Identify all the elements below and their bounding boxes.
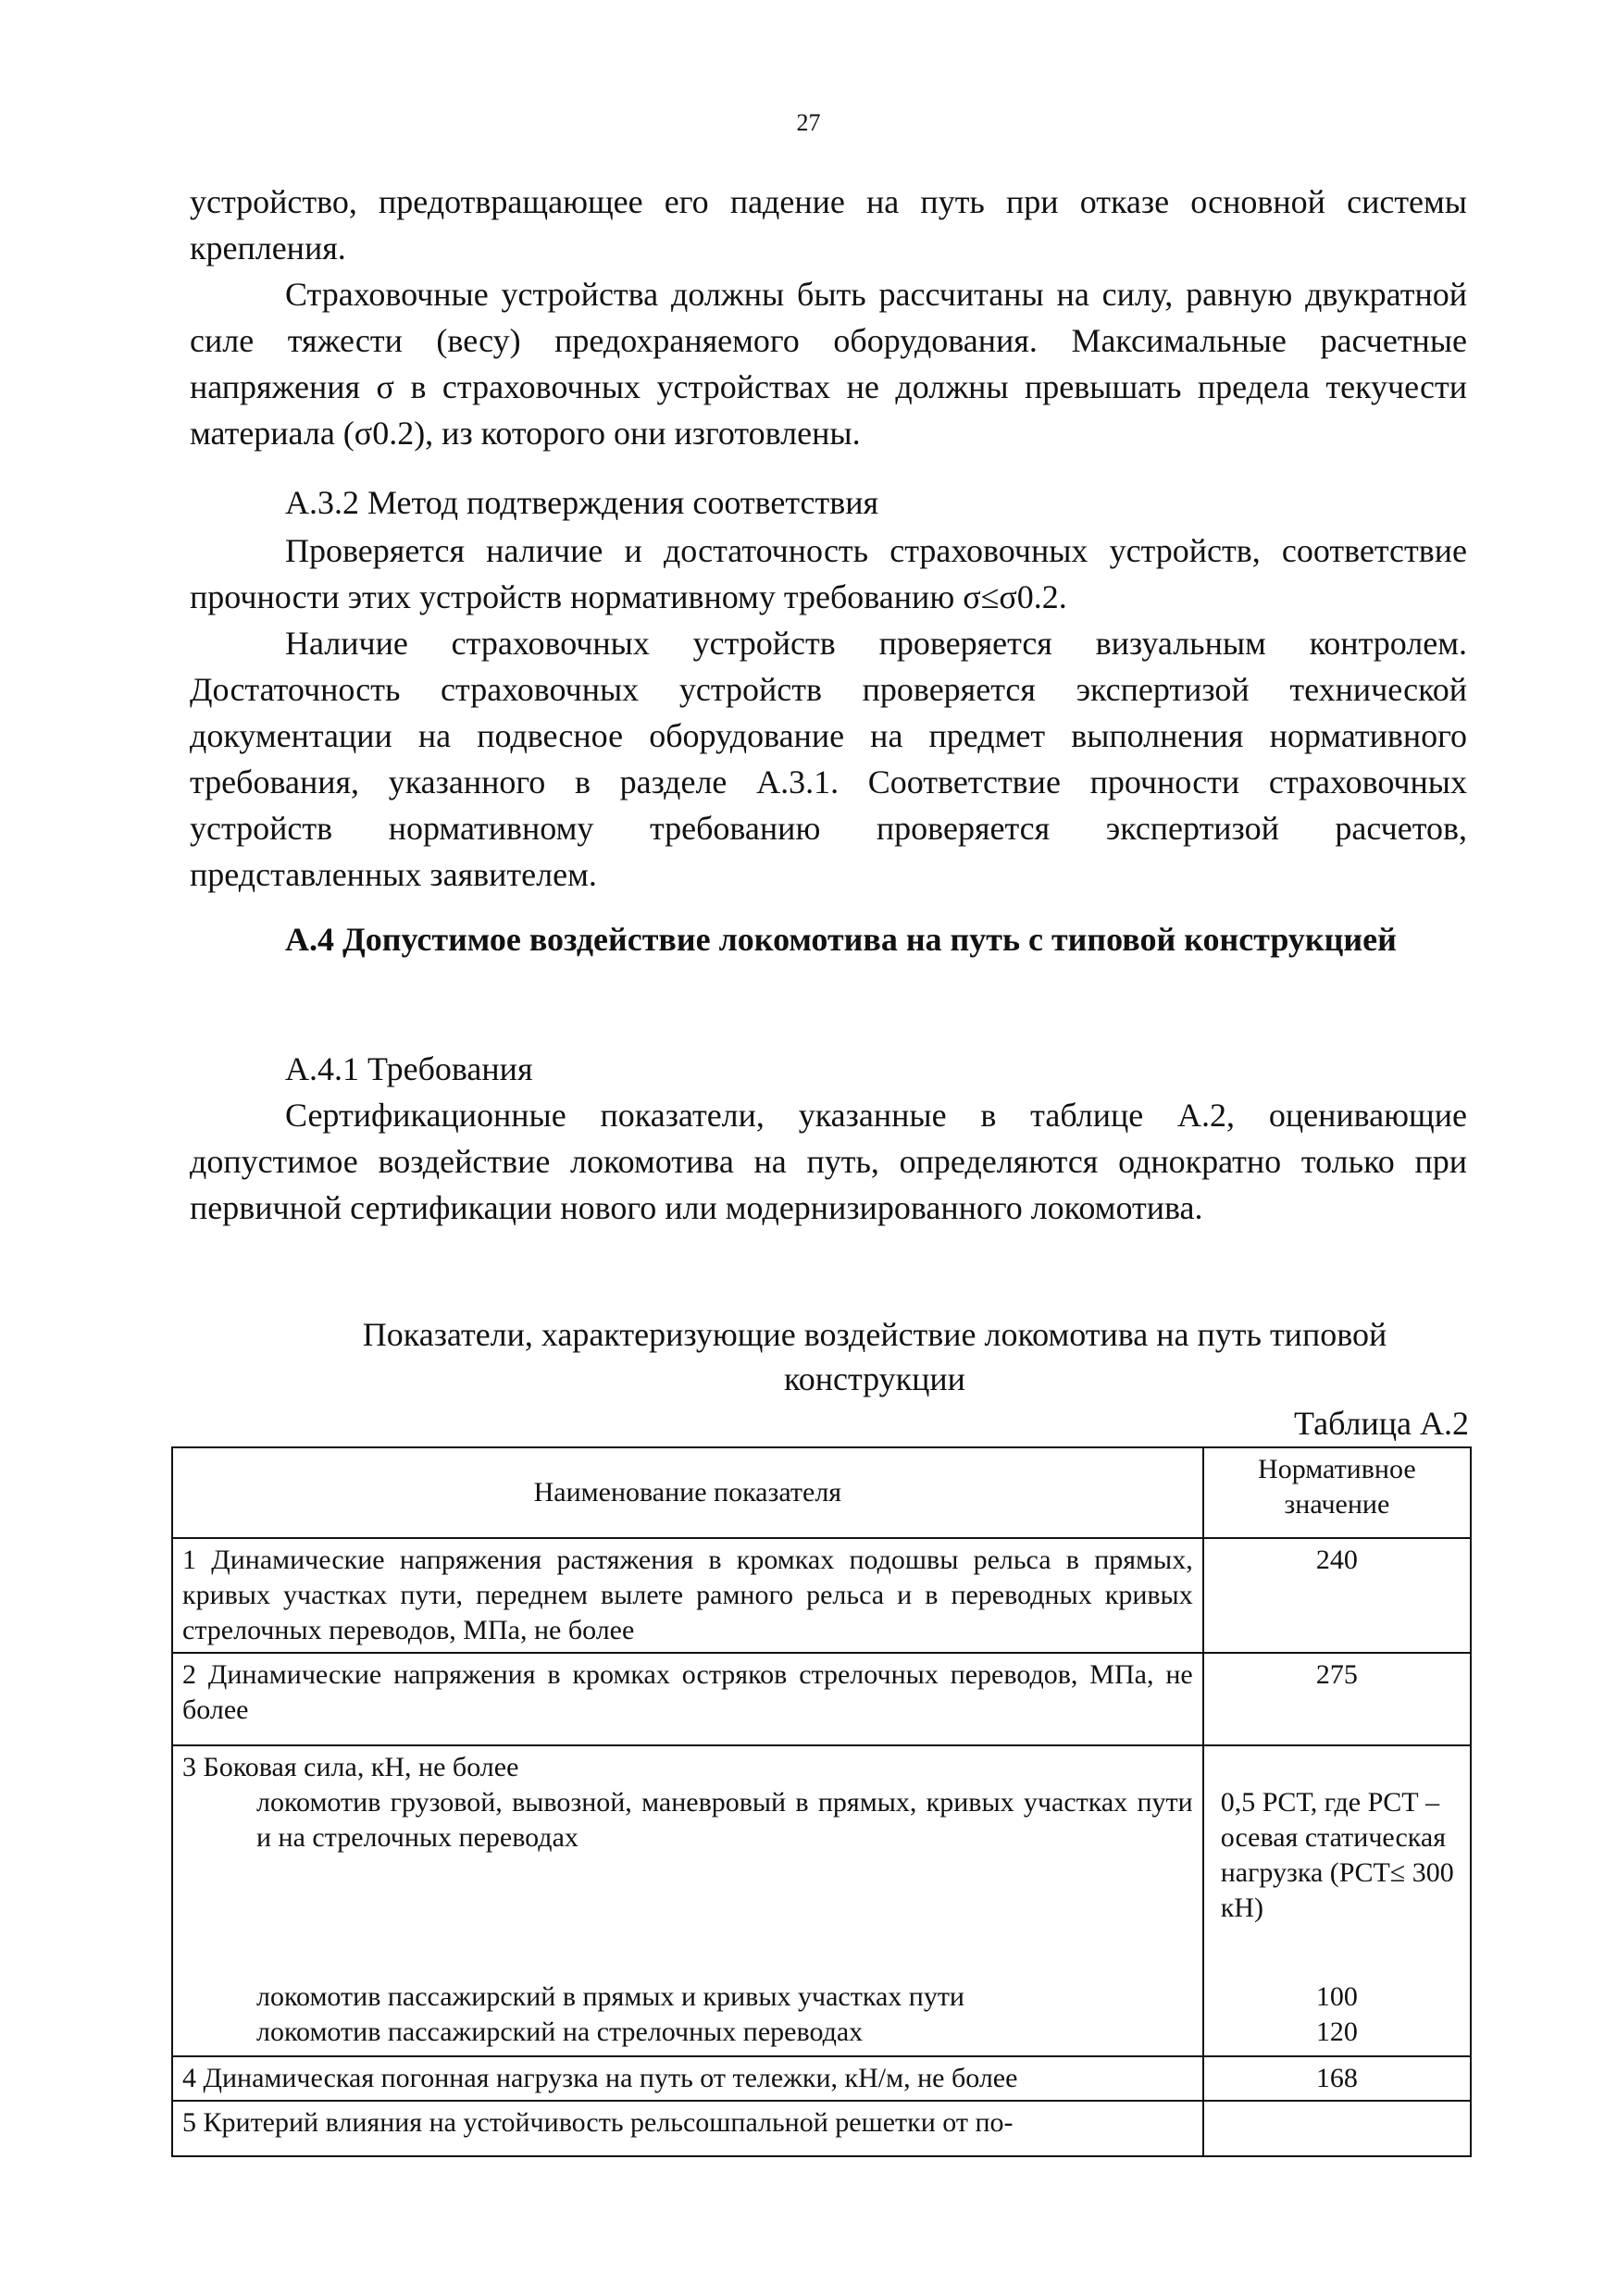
row1-value: 240 xyxy=(1203,1538,1471,1653)
row3-name-cell xyxy=(172,1745,1203,2056)
table-row xyxy=(172,1653,1471,1745)
row3-value-cell xyxy=(1203,1745,1471,2056)
table-row xyxy=(172,1745,1471,2056)
paragraph-check-strength: Проверяется наличие и достаточность страховочных устройств, соответствие прочности этих устройств нормативному требованию σ≤σ0.2. xyxy=(190,532,1467,615)
paragraph-safety-devices: Страховочные устройства должны быть рассчитаны на силу, равную двукратной силе тяжести (весу) предохраняемого оборудования. Максимальные расчетные напряжения σ в страховочных устройствах не должны превышать предела текучести материала (σ0.2), из которого они изготовлены. xyxy=(190,276,1467,452)
row3-sub3: локомотив пассажирский на стрелочных переводах xyxy=(256,2017,864,2047)
row3-sub2: локомотив пассажирский в прямых и кривых участках пути xyxy=(256,1981,964,2012)
page-number: 27 xyxy=(796,109,821,136)
table-header-row xyxy=(172,1447,1471,1538)
paragraph-continuation: устройство, предотвращающее его падение на путь при отказе основной системы крепления. xyxy=(190,183,1467,267)
table-row xyxy=(172,2056,1471,2101)
row2-value: 275 xyxy=(1203,1653,1471,1745)
table-label: Таблица А.2 xyxy=(1294,1405,1469,1442)
row2-name: 2 Динамические напряжения в кромках остряков стрелочных переводов, МПа, не более xyxy=(172,1653,1203,1745)
table-row xyxy=(172,1538,1471,1653)
row3-sub3-value: 120 xyxy=(1315,2017,1358,2047)
header-name: Наименование показателя xyxy=(172,1447,1203,1538)
row3-name: 3 Боковая сила, кН, не более xyxy=(182,1752,519,1782)
table-caption: Показатели, характеризующие воздействие локомотива на путь типовой конструкции xyxy=(362,1316,1387,1397)
row4-name: 4 Динамическая погонная нагрузка на путь от тележки, кН/м, не более xyxy=(172,2056,1203,2101)
paragraph-visual-control: Наличие страховочных устройств проверяется визуальным контролем. Достаточность страховочных устройств проверяется экспертизой технической документации на подвесное оборудование на предмет выполнения нормативного требования, указанного в разделе А.3.1. Соответствие прочности страховочных устройств нормативному требованию проверяется экспертизой расчетов, представленных заявителем. xyxy=(190,625,1467,893)
row1-name: 1 Динамические напряжения растяжения в кромках подошвы рельса в прямых, кривых участках пути, переднем вылете рамного рельса и в переводных кривых стрелочных переводов, МПа, не более xyxy=(172,1538,1203,1653)
paragraph-certification-indicators: Сертификационные показатели, указанные в таблице А.2, оценивающие допустимое воздействие локомотива на путь, определяются однократно только при первичной сертификации нового или модернизированного локомотива. xyxy=(190,1097,1467,1226)
row3-sub2-value: 100 xyxy=(1315,1981,1358,2012)
row5-value xyxy=(1203,2101,1471,2156)
row3-sub1: локомотив грузовой, вывозной, маневровый в прямых, кривых участках пути и на стрелочных переводах xyxy=(256,1787,1193,1853)
header-value: Нормативное значение xyxy=(1203,1447,1471,1538)
section-a4-heading: А.4 Допустимое воздействие локомотива на путь с типовой конструкцией xyxy=(285,921,1397,958)
row4-value: 168 xyxy=(1203,2056,1471,2101)
table-a2 xyxy=(171,1446,1472,2157)
row5-name: 5 Критерий влияния на устойчивость рельсошпальной решетки от по- xyxy=(172,2101,1203,2156)
row3-sub1-value: 0,5 PСТ, где PСТ – осевая статическая нагрузка (PСТ≤ 300 кН) xyxy=(1220,1787,1454,1923)
section-a41-title: А.4.1 Требования xyxy=(285,1050,533,1087)
table-row xyxy=(172,2101,1471,2156)
section-a32-title: А.3.2 Метод подтверждения соответствия xyxy=(285,484,879,521)
